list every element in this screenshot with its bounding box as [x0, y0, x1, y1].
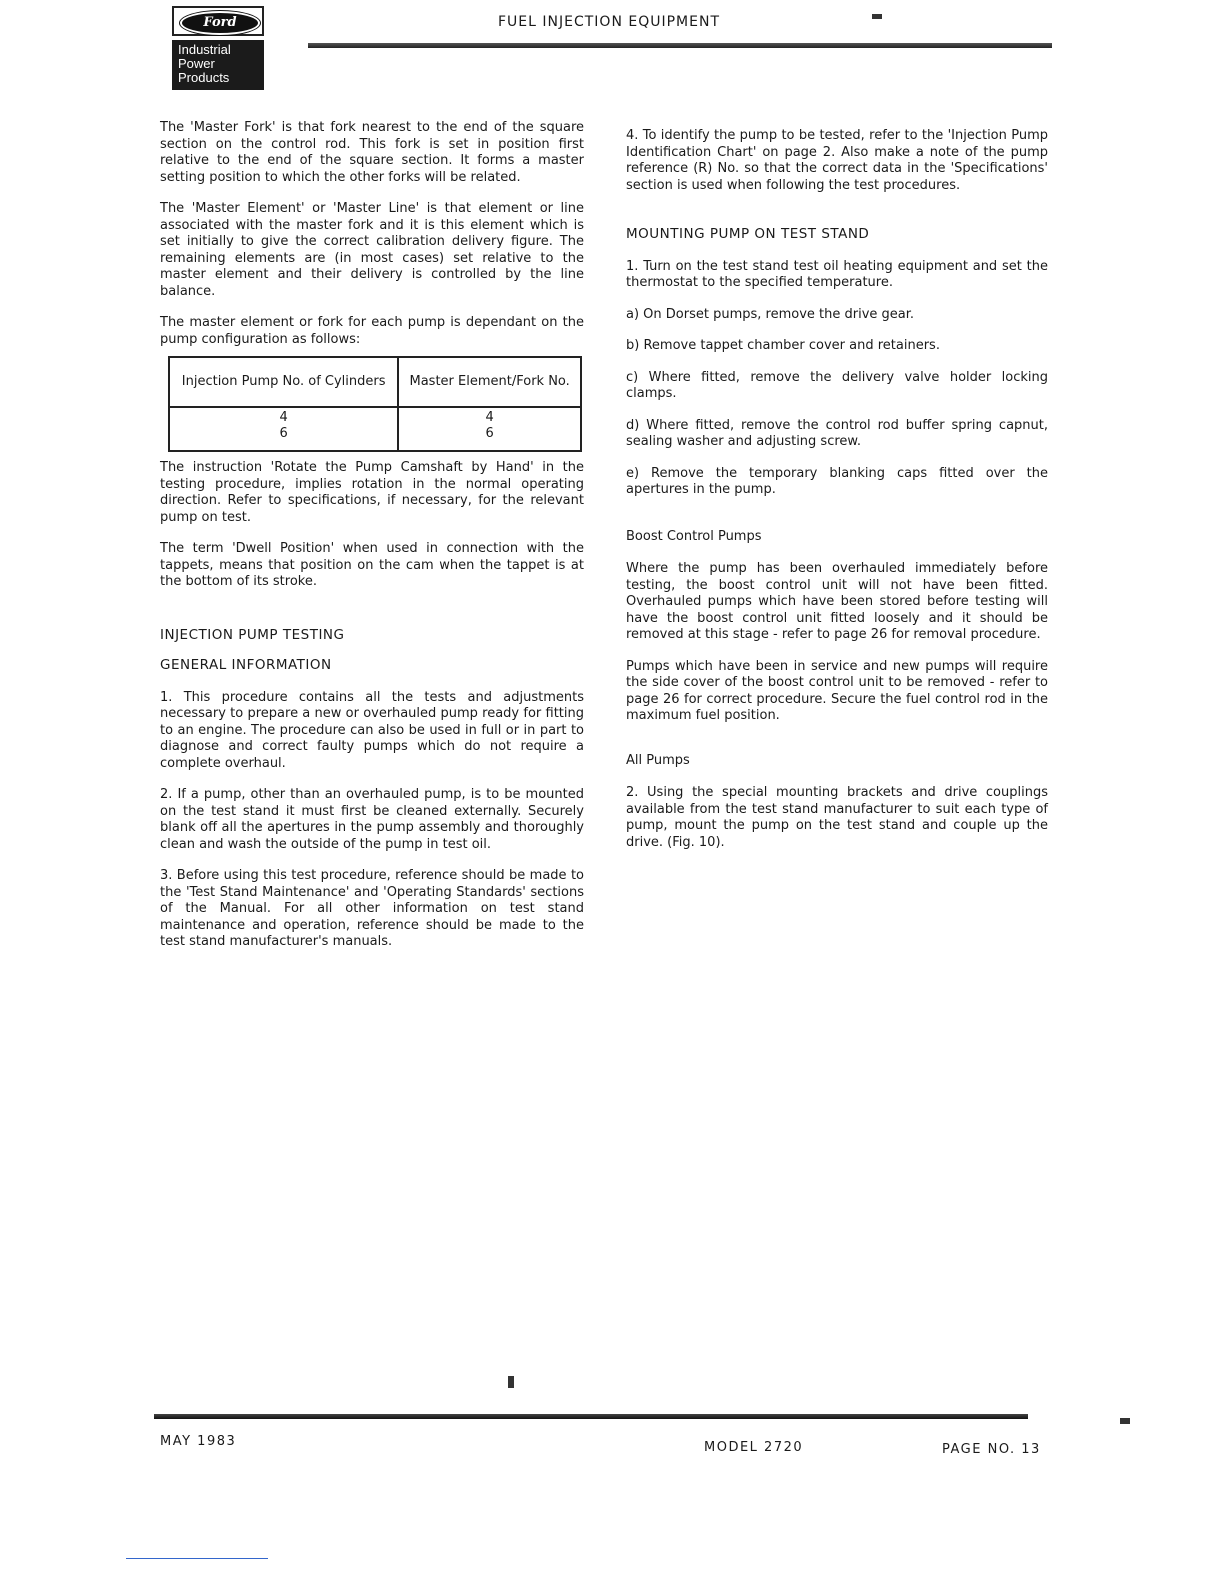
identify-pump-item: 4. To identify the pump to be tested, refer to the 'Injection Pump Identification Chart' on page 2. Also make a note of the pump reference (R) No. so that the correct data in the 'Specifications' section is used when following the test procedures.: [626, 128, 1048, 193]
header-divider: [308, 43, 1052, 48]
mount-step-1: 1. Turn on the test stand test oil heating equipment and set the thermostat to the specified temperature.: [626, 258, 1048, 290]
subheading-boost-control: Boost Control Pumps: [626, 528, 762, 544]
mount-step-b: b) Remove tappet chamber cover and retainers.: [626, 338, 940, 353]
dwell-position-paragraph: The term 'Dwell Position' when used in connection with the tappets, means that position on the cam when the tappet is at the bottom of its stroke.: [160, 541, 584, 589]
logo-brand: Ford: [203, 15, 237, 30]
section-heading-general: GENERAL INFORMATION: [160, 657, 332, 673]
logo-line-1: Industrial: [178, 42, 231, 57]
master-element-table: [168, 356, 582, 452]
mount-step-e: e) Remove the temporary blanking caps fitted over the apertures in the pump.: [626, 465, 1048, 497]
scan-speck: [872, 14, 882, 19]
boost-paragraph-1: Where the pump has been overhauled immediately before testing, the boost control unit will not have been fitted. Overhauled pumps which have been stored before testing will have the boost control unit fitted loosely and it should be removed at this stage - refer to page 26 for removal procedure.: [626, 561, 1048, 642]
logo-division-box: [172, 40, 264, 90]
boost-paragraph-2: Pumps which have been in service and new pumps will require the side cover of the boost control unit to be removed - refer to page 26 for correct procedure. Secure the fuel control rod in the maximum fuel position.: [626, 658, 1048, 723]
mount-step-a: a) On Dorset pumps, remove the drive gear.: [626, 306, 915, 322]
footer-divider: [154, 1414, 1028, 1419]
scan-speck: [1120, 1418, 1130, 1424]
master-element-paragraph: The 'Master Element' or 'Master Line' is that element or line associated with the master fork and it is this element which is set initially to give the correct calibration delivery figure. The remaining elements are (in most cases) set relative to the master element and their delivery is controlled by the line balance.: [160, 201, 584, 299]
table-header-row: [169, 357, 581, 407]
master-fork-paragraph: The 'Master Fork' is that fork nearest to the end of the square section on the control rod. This fork is set in position first relative to the end of the square section. It forms a master setting position to which the other forks will be related.: [160, 120, 584, 185]
mount-step-c: c) Where fitted, remove the delivery valve holder locking clamps.: [626, 369, 1048, 401]
ford-logo: [172, 6, 264, 90]
general-item-1: 1. This procedure contains all the tests and adjustments necessary to prepare a new or overhauled pump ready for fitting to an engine. The procedure can also be used in full or in part to diagnose and correct faulty pumps which do not require a complete overhaul.: [160, 689, 584, 771]
table-cell-master: 4 6: [398, 407, 581, 451]
table-cell-cylinders: 4 6: [169, 407, 398, 451]
footer-date: MAY 1983: [160, 1434, 237, 1449]
logo-line-3: Products: [178, 70, 230, 85]
right-column: [626, 128, 1048, 866]
scan-speck: [508, 1376, 514, 1388]
table-header-master: Master Element/Fork No.: [398, 357, 581, 407]
footer-page-number: PAGE NO. 13: [942, 1442, 1041, 1457]
rotate-camshaft-paragraph: The instruction 'Rotate the Pump Camshaft by Hand' in the testing procedure, implies rotation in the normal operating direction. Refer to specifications, if necessary, for the relevant pump on test.: [160, 460, 584, 525]
ford-oval-emblem: [172, 6, 264, 36]
configuration-paragraph: The master element or fork for each pump is dependant on the pump configuration as follows:: [160, 315, 584, 347]
mount-step-d: d) Where fitted, remove the control rod buffer spring capnut, sealing washer and adjusting screw.: [626, 417, 1048, 449]
left-column: [160, 120, 584, 966]
general-item-3: 3. Before using this test procedure, reference should be made to the 'Test Stand Maintenance' and 'Operating Standards' sections of the Manual. For all other information on test stand maintenance and operation, reference should be made to the test stand manufacturer's manuals.: [160, 868, 584, 949]
scan-artifact-line: [126, 1558, 268, 1559]
general-item-2: 2. If a pump, other than an overhauled pump, is to be mounted on the test stand it must first be cleaned externally. Securely blank off all the apertures in the pump assembly and thoroughly clean and wash the outside of the pump in test oil.: [160, 787, 584, 852]
page-header-title: FUEL INJECTION EQUIPMENT: [498, 14, 721, 30]
section-heading-mounting: MOUNTING PUMP ON TEST STAND: [626, 226, 870, 242]
mount-step-2: 2. Using the special mounting brackets and drive couplings available from the test stand manufacturer to suit each type of pump, mount the pump on the test stand and couple up the drive. (Fig. 10).: [626, 785, 1048, 850]
footer-model: MODEL 2720: [704, 1440, 804, 1455]
table-row: [169, 407, 581, 451]
table-header-cylinders: Injection Pump No. of Cylinders: [169, 357, 398, 407]
section-heading-testing: INJECTION PUMP TESTING: [160, 626, 345, 643]
logo-line-2: Power: [178, 56, 215, 71]
subheading-all-pumps: All Pumps: [626, 752, 690, 768]
